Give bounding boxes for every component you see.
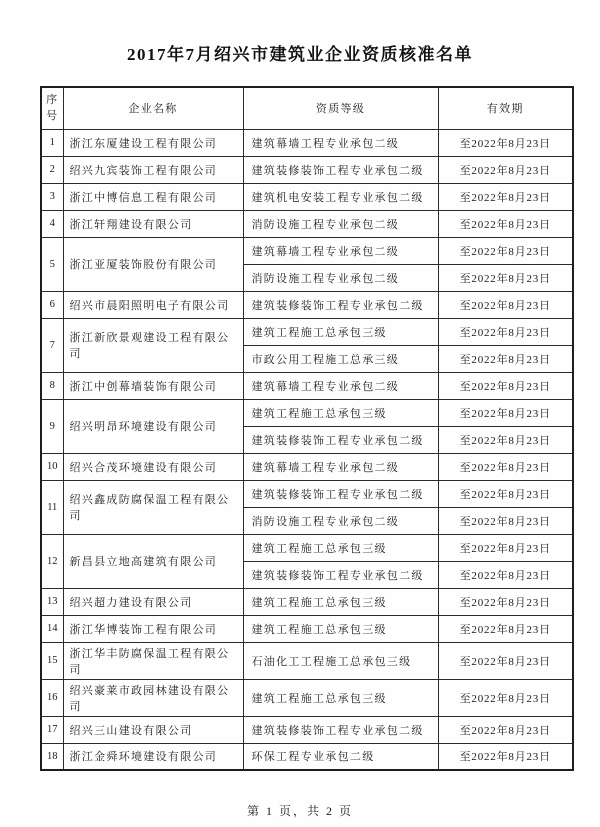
validity-cell: 至2022年8月23日 [438, 480, 573, 507]
table-row [41, 480, 573, 507]
row-index-cell: 3 [41, 183, 63, 210]
company-name-cell: 绍兴市晨阳照明电子有限公司 [63, 291, 243, 318]
company-name-cell: 浙江华博装饰工程有限公司 [63, 615, 243, 642]
row-index-cell: 14 [41, 615, 63, 642]
approval-table [40, 86, 574, 771]
company-name-cell: 绍兴鑫成防腐保温工程有限公司 [63, 480, 243, 534]
row-index-cell: 8 [41, 372, 63, 399]
table-row [41, 291, 573, 318]
qualification-cell: 建筑装修装饰工程专业承包二级 [243, 291, 438, 318]
validity-cell: 至2022年8月23日 [438, 156, 573, 183]
company-name-cell: 浙江华丰防腐保温工程有限公司 [63, 642, 243, 679]
company-name-cell: 绍兴豪莱市政园林建设有限公司 [63, 679, 243, 716]
header-company-name: 企业名称 [63, 87, 243, 129]
table-row [41, 534, 573, 561]
qualification-cell: 建筑工程施工总承包三级 [243, 399, 438, 426]
company-name-cell: 浙江轩翔建设有限公司 [63, 210, 243, 237]
row-index-cell: 2 [41, 156, 63, 183]
company-name-cell: 绍兴九宾装饰工程有限公司 [63, 156, 243, 183]
table-row [41, 318, 573, 345]
company-name-cell: 浙江金舜环境建设有限公司 [63, 743, 243, 770]
header-index: 序号 [41, 87, 63, 129]
company-name-cell: 绍兴合茂环境建设有限公司 [63, 453, 243, 480]
row-index-cell: 5 [41, 237, 63, 291]
validity-cell: 至2022年8月23日 [438, 534, 573, 561]
qualification-cell: 建筑装修装饰工程专业承包二级 [243, 480, 438, 507]
table-row [41, 642, 573, 679]
company-name-cell: 新昌县立地高建筑有限公司 [63, 534, 243, 588]
page-title: 2017年7月绍兴市建筑业企业资质核准名单 [127, 45, 473, 64]
qualification-cell: 环保工程专业承包二级 [243, 743, 438, 770]
qualification-cell: 石油化工工程施工总承包三级 [243, 642, 438, 679]
validity-cell: 至2022年8月23日 [438, 129, 573, 156]
table-row [41, 372, 573, 399]
validity-cell: 至2022年8月23日 [438, 345, 573, 372]
qualification-cell: 建筑工程施工总承包三级 [243, 679, 438, 716]
company-name-cell: 浙江东厦建设工程有限公司 [63, 129, 243, 156]
validity-cell: 至2022年8月23日 [438, 743, 573, 770]
validity-cell: 至2022年8月23日 [438, 318, 573, 345]
qualification-cell: 建筑工程施工总承包三级 [243, 534, 438, 561]
row-index-cell: 10 [41, 453, 63, 480]
table-row [41, 679, 573, 716]
table-row [41, 453, 573, 480]
qualification-cell: 建筑装修装饰工程专业承包二级 [243, 426, 438, 453]
validity-cell: 至2022年8月23日 [438, 588, 573, 615]
row-index-cell: 6 [41, 291, 63, 318]
qualification-cell: 消防设施工程专业承包二级 [243, 264, 438, 291]
table-row [41, 588, 573, 615]
validity-cell: 至2022年8月23日 [438, 210, 573, 237]
validity-cell: 至2022年8月23日 [438, 183, 573, 210]
table-row [41, 237, 573, 264]
row-index-cell: 17 [41, 716, 63, 743]
company-name-cell: 浙江中创幕墙装饰有限公司 [63, 372, 243, 399]
qualification-cell: 建筑工程施工总承包三级 [243, 318, 438, 345]
row-index-cell: 9 [41, 399, 63, 453]
table-row [41, 129, 573, 156]
qualification-cell: 消防设施工程专业承包二级 [243, 507, 438, 534]
company-name-cell: 浙江中博信息工程有限公司 [63, 183, 243, 210]
row-index-cell: 16 [41, 679, 63, 716]
row-index-cell: 7 [41, 318, 63, 372]
qualification-cell: 建筑幕墙工程专业承包二级 [243, 237, 438, 264]
validity-cell: 至2022年8月23日 [438, 642, 573, 679]
table-row [41, 743, 573, 770]
header-qualification-grade: 资质等级 [243, 87, 438, 129]
validity-cell: 至2022年8月23日 [438, 679, 573, 716]
qualification-cell: 建筑幕墙工程专业承包二级 [243, 372, 438, 399]
qualification-cell: 建筑幕墙工程专业承包二级 [243, 129, 438, 156]
validity-cell: 至2022年8月23日 [438, 264, 573, 291]
validity-cell: 至2022年8月23日 [438, 291, 573, 318]
validity-cell: 至2022年8月23日 [438, 237, 573, 264]
validity-cell: 至2022年8月23日 [438, 372, 573, 399]
approval-table-body [41, 129, 573, 770]
row-index-cell: 4 [41, 210, 63, 237]
qualification-cell: 建筑装修装饰工程专业承包二级 [243, 156, 438, 183]
qualification-cell: 建筑工程施工总承包三级 [243, 615, 438, 642]
company-name-cell: 浙江亚厦装饰股份有限公司 [63, 237, 243, 291]
company-name-cell: 绍兴超力建设有限公司 [63, 588, 243, 615]
validity-cell: 至2022年8月23日 [438, 561, 573, 588]
validity-cell: 至2022年8月23日 [438, 507, 573, 534]
header-validity-period: 有效期 [438, 87, 573, 129]
qualification-cell: 建筑机电安装工程专业承包二级 [243, 183, 438, 210]
approval-table-header [41, 87, 573, 129]
qualification-cell: 建筑装修装饰工程专业承包二级 [243, 561, 438, 588]
row-index-cell: 12 [41, 534, 63, 588]
qualification-cell: 建筑装修装饰工程专业承包二级 [243, 716, 438, 743]
qualification-cell: 建筑工程施工总承包三级 [243, 588, 438, 615]
row-index-cell: 15 [41, 642, 63, 679]
validity-cell: 至2022年8月23日 [438, 716, 573, 743]
row-index-cell: 11 [41, 480, 63, 534]
validity-cell: 至2022年8月23日 [438, 615, 573, 642]
row-index-cell: 13 [41, 588, 63, 615]
company-name-cell: 绍兴明昂环境建设有限公司 [63, 399, 243, 453]
company-name-cell: 绍兴三山建设有限公司 [63, 716, 243, 743]
table-row [41, 210, 573, 237]
table-row [41, 183, 573, 210]
table-row [41, 615, 573, 642]
qualification-cell: 消防设施工程专业承包二级 [243, 210, 438, 237]
table-row [41, 716, 573, 743]
company-name-cell: 浙江新欣景观建设工程有限公司 [63, 318, 243, 372]
validity-cell: 至2022年8月23日 [438, 426, 573, 453]
header-row [41, 87, 573, 129]
row-index-cell: 1 [41, 129, 63, 156]
qualification-cell: 建筑幕墙工程专业承包二级 [243, 453, 438, 480]
validity-cell: 至2022年8月23日 [438, 399, 573, 426]
validity-cell: 至2022年8月23日 [438, 453, 573, 480]
row-index-cell: 18 [41, 743, 63, 770]
table-row [41, 399, 573, 426]
qualification-cell: 市政公用工程施工总承三级 [243, 345, 438, 372]
page-number-footer: 第 1 页，共 2 页 [246, 804, 353, 818]
table-row [41, 156, 573, 183]
